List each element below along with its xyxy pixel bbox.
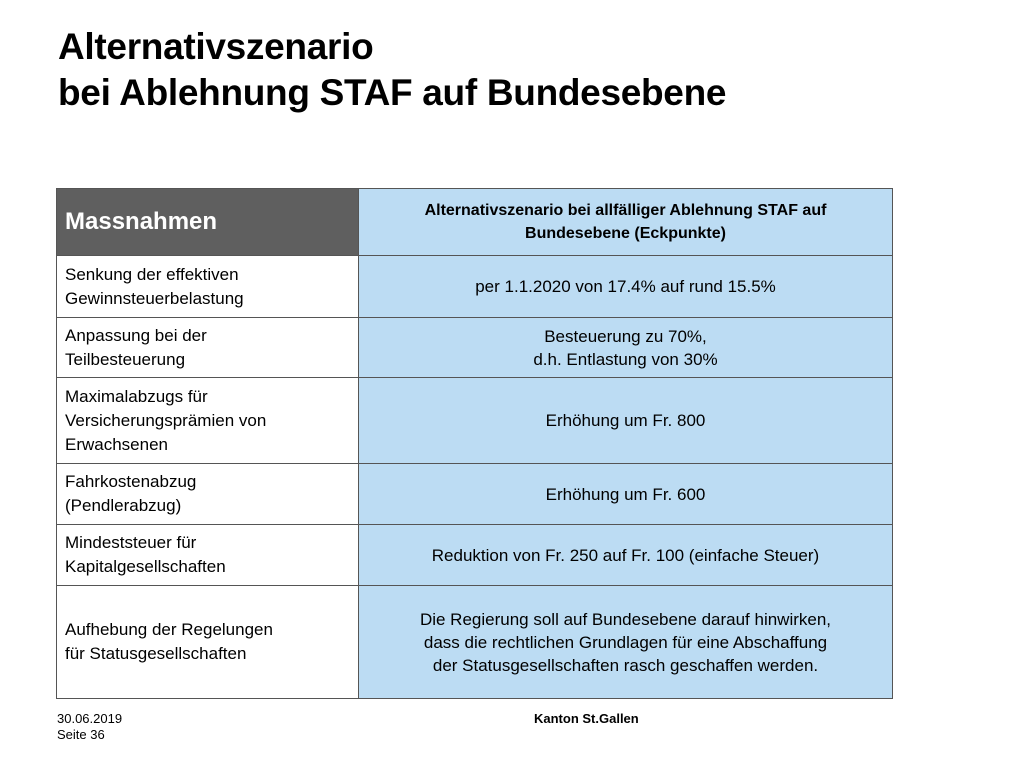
- header-massnahmen: Massnahmen: [57, 189, 359, 256]
- footer-organization: Kanton St.Gallen: [534, 711, 639, 726]
- slide-title-line-1: Alternativszenario: [58, 26, 374, 67]
- measure-text: Kapitalgesellschaften: [65, 557, 226, 576]
- measure-cell: [57, 586, 359, 699]
- measure-text: Anpassung bei der: [65, 325, 207, 345]
- measure-cell: [57, 464, 359, 525]
- table-header-row: [57, 189, 893, 256]
- table-row: [57, 256, 893, 318]
- table-row: [57, 586, 893, 699]
- scenario-text: per 1.1.2020 von 17.4% auf rund 15.5%: [475, 277, 776, 296]
- footer-date-block: [57, 711, 122, 743]
- scenario-cell: [359, 378, 893, 464]
- scenario-text: dass die rechtlichen Grundlagen für eine Abschaffung: [423, 632, 828, 652]
- measures-table: [56, 188, 893, 699]
- header-right-line: Alternativszenario bei allfälliger Ablehnung STAF auf: [424, 202, 827, 219]
- measure-text: Erwachsenen: [65, 434, 169, 454]
- header-right-line: Bundesebene (Eckpunkte): [525, 225, 726, 242]
- measure-text: Fahrkostenabzug: [65, 472, 197, 491]
- scenario-text: Erhöhung um Fr. 600: [545, 484, 706, 504]
- measure-text: (Pendlerabzug): [65, 496, 182, 515]
- measure-text: Gewinnsteuerbelastung: [65, 288, 244, 308]
- scenario-text: der Statusgesellschaften rasch geschaffen werden.: [432, 655, 819, 675]
- scenario-text: Reduktion von Fr. 250 auf Fr. 100 (einfache Steuer): [431, 545, 820, 565]
- scenario-cell: [359, 525, 893, 586]
- measure-text: Maximalabzugs für: [65, 386, 208, 406]
- measure-cell: [57, 318, 359, 378]
- scenario-cell: [359, 256, 893, 318]
- measure-text: Mindeststeuer für: [65, 533, 197, 552]
- measure-text: für Statusgesellschaften: [65, 644, 247, 663]
- slide-title-line-2: bei Ablehnung STAF auf Bundesebene: [58, 72, 727, 113]
- measure-text: Senkung der effektiven: [65, 264, 239, 284]
- table-row: [57, 525, 893, 586]
- table-row: [57, 378, 893, 464]
- measure-text: Versicherungsprämien von: [65, 410, 267, 430]
- measure-cell: [57, 378, 359, 464]
- scenario-text: Erhöhung um Fr. 800: [545, 411, 706, 430]
- footer-date: 30.06.2019: [57, 711, 123, 726]
- scenario-text: d.h. Entlastung von 30%: [533, 349, 718, 369]
- footer-page-number: Seite 36: [57, 727, 105, 742]
- scenario-cell: [359, 586, 893, 699]
- measure-text: Aufhebung der Regelungen: [65, 620, 273, 639]
- scenario-cell: [359, 464, 893, 525]
- measure-text: Teilbesteuerung: [65, 349, 186, 369]
- scenario-text: Die Regierung soll auf Bundesebene darauf hinwirken,: [419, 609, 832, 629]
- scenario-cell: [359, 318, 893, 378]
- table-row: [57, 464, 893, 525]
- measure-cell: [57, 256, 359, 318]
- measure-cell: [57, 525, 359, 586]
- scenario-text: Besteuerung zu 70%,: [544, 326, 707, 346]
- table-row: [57, 318, 893, 378]
- slide-title: [58, 24, 726, 116]
- header-alternativszenario: [359, 189, 893, 256]
